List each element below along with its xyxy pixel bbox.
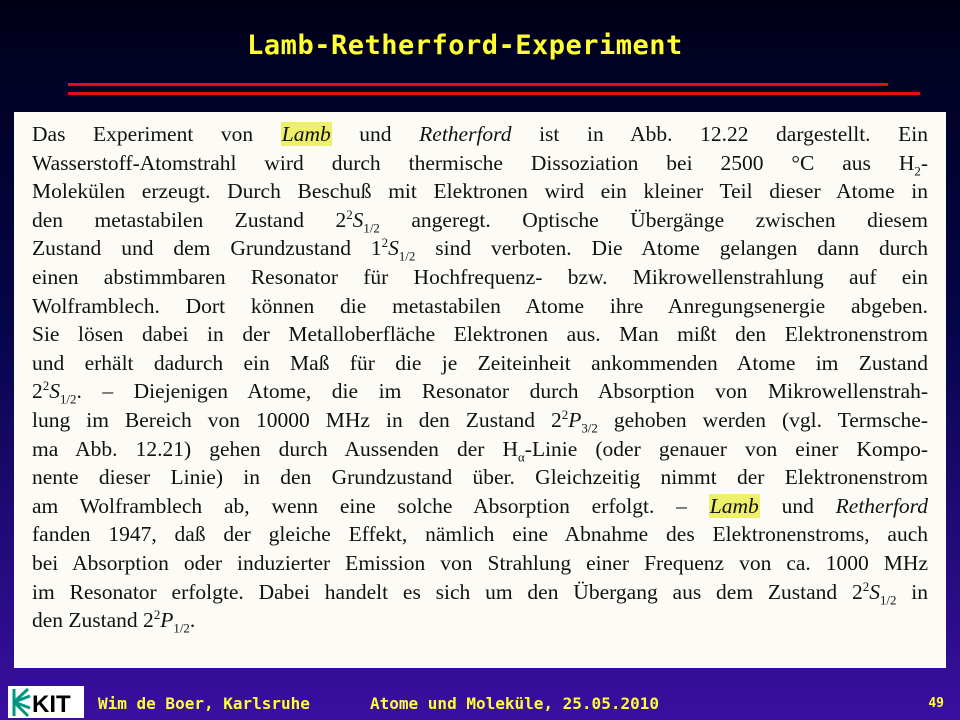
text-line-4: den metastabilen Zustand $2^2S_{1/2}$ angeregt. Optische Übergänge zwischen diesem: [32, 207, 928, 236]
text-plain: ist in Abb. 12.22 dargestellt. Ein: [511, 122, 928, 146]
footer-course: Atome und Moleküle, 25.05.2010: [370, 694, 659, 713]
text-plain: und: [759, 493, 836, 518]
text-line-7: Wolframblech. Dort können die metastabilen Atome ihre Anregungsenergie abgeben.: [32, 293, 928, 318]
text-line-1: [32, 120, 928, 149]
text-line-3: Molekülen erzeugt. Durch Beschuß mit Elektronen wird ein kleiner Teil dieser Atome in: [32, 179, 928, 204]
text-line-11: lung im Bereich von 10000 MHz in den Zustand $2^2P_{3/2}$ gehoben werden (vgl. Termsche-: [32, 407, 928, 436]
kit-logo: [8, 686, 84, 718]
text-line-10: $2^2S_{1/2}$. – Diejenigen Atome, die im Resonator durch Absorption von Mikrowellenstrah-: [32, 379, 928, 407]
text-line-9: und erhält dadurch ein Maß für die je Zeiteinheit ankommenden Atome im Zustand: [32, 350, 928, 375]
text-line-17: im Resonator erfolgte. Dabei handelt es sich um den Übergang aus dem Zustand $2^2S_{1/2}$ in: [32, 579, 928, 607]
text-line-5: Zustand und dem Grundzustand $1^2S_{1/2}$ sind verboten. Die Atome gelangen dann durch: [32, 236, 928, 264]
text-plain: und: [331, 122, 420, 146]
title-rule-top: [68, 83, 888, 86]
text-line-6: einen abstimmbaren Resonator für Hochfrequenz- bzw. Mikrowellenstrahlung auf ein: [32, 264, 928, 289]
name-retherford: Retherford: [419, 122, 512, 146]
text-line-2: Wasserstoff-Atomstrahl wird durch thermische Dissoziation bei 2500 °C aus $H_2-$: [32, 150, 928, 178]
text-line-14: [32, 492, 928, 521]
text-line-12: ma Abb. 12.21) gehen durch Aussenden der $H_\alpha$-Linie (oder genauer von einer Kompo-: [32, 436, 928, 464]
text-plain: Das Experiment von: [32, 122, 281, 146]
name-retherford: Retherford: [835, 493, 928, 518]
text-line-16: bei Absorption oder induzierter Emission von Strahlung einer Frequenz von ca. 1000 MHz: [32, 550, 928, 575]
scanned-text-page: [14, 112, 946, 668]
footer-author: Wim de Boer, Karlsruhe: [98, 694, 310, 713]
slide-footer: [0, 684, 960, 720]
text-line-15: fanden 1947, daß der gleiche Effekt, nämlich eine Abnahme des Elektronenstroms, auch: [32, 522, 928, 547]
title-rule-bottom: [68, 92, 920, 95]
svg-text:KIT: KIT: [32, 691, 71, 718]
text-line-8: Sie lösen dabei in der Metalloberfläche Elektronen aus. Man mißt den Elektronenstrom: [32, 322, 928, 347]
text-plain: am Wolframblech ab, wenn eine solche Absorption erfolgt. –: [32, 493, 709, 518]
text-line-18: den Zustand $2^2P_{1/2}$.: [32, 607, 196, 636]
page-number: 49: [928, 696, 944, 711]
slide-title: Lamb-Retherford-Experiment: [247, 30, 683, 61]
text-line-13: nente dieser Linie) in den Grundzustand über. Gleichzeitig nimmt der Elektronenstrom: [32, 465, 928, 490]
highlight-lamb: Lamb: [709, 493, 759, 518]
highlight-lamb: Lamb: [281, 122, 331, 146]
